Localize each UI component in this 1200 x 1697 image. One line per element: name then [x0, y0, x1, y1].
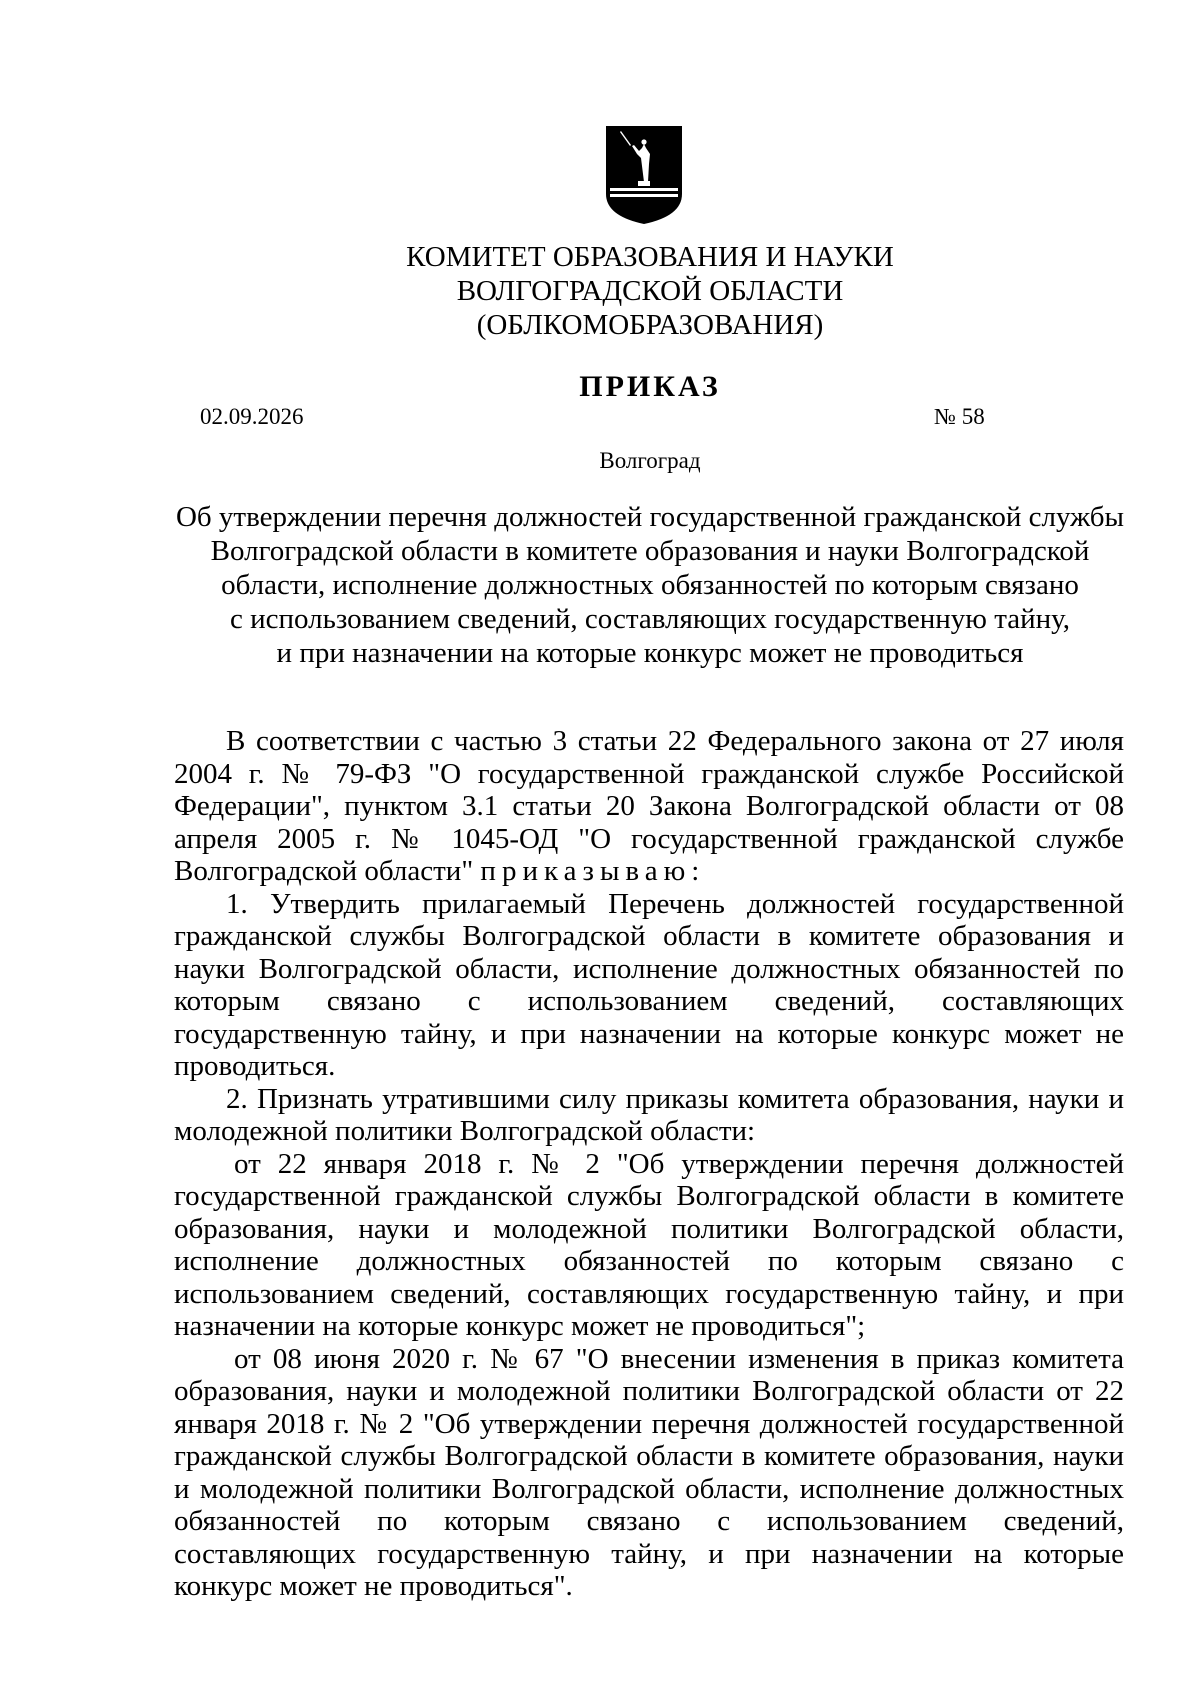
document-body: [174, 725, 1124, 1603]
organization-line-2: ВОЛГОГРАДСКОЙ ОБЛАСТИ: [456, 275, 844, 307]
document-type: ПРИКАЗ: [579, 370, 721, 403]
intro-paragraph: [174, 725, 1124, 888]
item-2-subitem-b: от 08 июня 2020 г. № 67 "О внесении изменения в приказ комитета образования, науки и молодежной политики Волгоградской области от 22 января 2018 г. № 2 "Об утверждении перечня должностей государственной гражданской службы Волгоградской области в комитете образования, науки и молодежной политики Волгоградской области, исполнение должностных обязанностей по которым связано с использованием сведений, составляющих государственную тайну, и при назначении на которые конкурс может не проводиться".: [174, 1342, 1124, 1602]
organization-line-1: КОМИТЕТ ОБРАЗОВАНИЯ И НАУКИ: [406, 241, 894, 273]
intro-text: В соответствии с частью 3 статьи 22 Федерального закона от 27 июля 2004 г. № 79-ФЗ "О государственной гражданской службе Российской Федерации", пунктом 3.1 статьи 20 Закона Волгоградской области от 08 апреля 2005 г. № 1045-ОД "О государственной гражданской службе Волгоградской области": [174, 725, 1124, 887]
document-number: № 58: [934, 404, 985, 429]
subject-line: с использованием сведений, составляющих государственную тайну,: [229, 603, 1070, 635]
document-subject: [160, 500, 1140, 670]
subject-line: Об утверждении перечня должностей государственной гражданской службы: [175, 501, 1125, 533]
document-city: Волгоград: [599, 448, 701, 473]
coat-of-arms-icon: [604, 124, 684, 226]
subject-line: и при назначении на которые конкурс может не проводиться: [276, 637, 1024, 669]
subject-line: Волгоградской области в комитете образования и науки Волгоградской: [210, 535, 1090, 567]
order-word: приказываю:: [480, 855, 706, 887]
organization-line-3: (ОБЛКОМОБРАЗОВАНИЯ): [476, 309, 824, 341]
subject-line: области, исполнение должностных обязанностей по которым связано: [221, 569, 1079, 601]
item-2-paragraph: 2. Признать утратившими силу приказы комитета образования, науки и молодежной политики Волгоградской области:: [174, 1082, 1124, 1147]
organization-header: [200, 240, 1100, 342]
document-date: 02.09.2026: [200, 404, 304, 429]
item-2-subitem-a: от 22 января 2018 г. № 2 "Об утверждении перечня должностей государственной гражданской службы Волгоградской области в комитете образования, науки и молодежной политики Волгоградской области, исполнение должностных обязанностей по которым связано с использованием сведений, составляющих государственную тайну, и при назначении на которые конкурс может не проводиться";: [174, 1147, 1124, 1342]
item-1-paragraph: 1. Утвердить прилагаемый Перечень должностей государственной гражданской службы Волгоградской области в комитете образования и науки Волгоградской области, исполнение должностных обязанностей по которым связано с использованием сведений, составляющих государственную тайну, и при назначении на которые конкурс может не проводиться.: [174, 887, 1124, 1082]
